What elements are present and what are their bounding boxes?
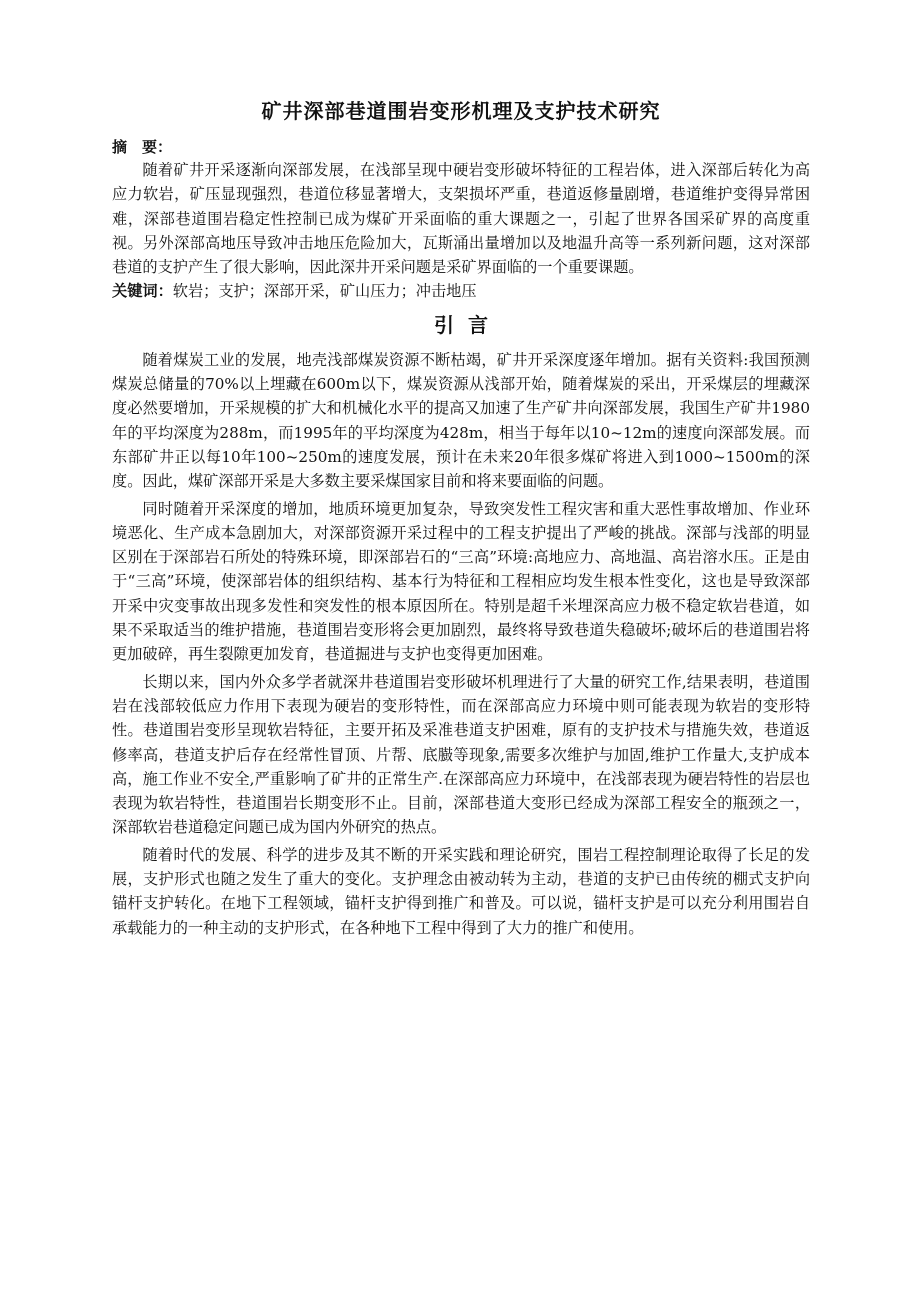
intro-paragraph: 随着时代的发展、科学的进步及其不断的开采实践和理论研究，围岩工程控制理论取得了长足的发展，支护形式也随之发生了重大的变化。支护理念由被动转为主动，巷道的支护已由传统的棚式支护向锚杆支护转化。在地下工程领域，锚杆支护得到推广和普及。可以说，锚杆支护是可以充分利用围岩自承载能力的一种主动的支护形式，在各种地下工程中得到了大力的推广和使用。: [112, 845, 810, 937]
keywords-label: 关键词：: [112, 282, 173, 301]
abstract-label: 摘 要：: [112, 138, 173, 156]
abstract-paragraph: 随着矿井开采逐渐向深部发展，在浅部呈现中硬岩变形破坏特征的工程岩体，进入深部后转化为高应力软岩，矿压显现强烈，巷道位移显著增大，支架损坏严重，巷道返修量剧增，巷道维护变得异常困难，深部巷道围岩稳定性控制已成为煤矿开采面临的重大课题之一，引起了世界各国采矿界的高度重视。另外深部高地压导致冲击地压危险加大，瓦斯涌出量增加以及地温升高等一系列新问题，这对深部巷道的支护产生了很大影响，因此深井开采问题是采矿界面临的一个重要课题。: [112, 161, 810, 277]
intro-paragraph: 随着煤炭工业的发展，地壳浅部煤炭资源不断枯竭，矿井开采深度逐年增加。据有关资料:我国预测煤炭总储量的70%以上埋藏在600m以下，煤炭资源从浅部开始，随着煤炭的采出，开采煤层的埋藏深度必然要增加，开采规模的扩大和机械化水平的提高又加速了生产矿井向深部发展，我国生产矿井1980年的平均深度为288m，而1995年的平均深度为428m，相当于每年以10~12m的速度向深部发展。而东部矿井正以每10年100~250m的速度发展，预计在未来20年很多煤矿将进入到1000~1500m的深度。因此，煤矿深部开采是大多数主要采煤国家目前和将来要面临的问题。: [112, 350, 810, 491]
intro-paragraph: 同时随着开采深度的增加，地质环境更加复杂，导致突发性工程灾害和重大恶性事故增加、作业环境恶化、生产成本急剧加大，对深部资源开采过程中的工程支护提出了严峻的挑战。深部与浅部的明显区别在于深部岩石所处的特殊环境，即深部岩石的“三高”环境:高地应力、高地温、高岩溶水压。正是由于“三高”环境，使深部岩体的组织结构、基本行为特征和工程相应均发生根本性变化，这也是导致深部开采中灾变事故出现多发性和突发性的根本原因所在。特别是超千米埋深高应力极不稳定软岩巷道，如果不采取适当的维护措施，巷道围岩变形将会更加剧烈，最终将导致巷道失稳破坏;破坏后的巷道围岩将更加破碎，再生裂隙更加发育，巷道掘进与支护也变得更加困难。: [112, 499, 810, 664]
keywords-line: [112, 279, 810, 303]
keywords-value: 软岩；支护；深部开采，矿山压力；冲击地压: [172, 282, 477, 301]
intro-paragraph: 长期以来，国内外众多学者就深井巷道围岩变形破坏机理进行了大量的研究工作,结果表明，巷道围岩在浅部较低应力作用下表现为硬岩的变形特性，而在深部高应力环境中则可能表现为软岩的变形特性。巷道围岩变形呈现软岩特征，主要开拓及采准巷道支护困难，原有的支护技术与措施失效，巷道返修率高，巷道支护后存在经常性冒顶、片帮、底臌等现象,需要多次维护与加固,维护工作量大,支护成本高，施工作业不安全,严重影响了矿井的正常生产.在深部高应力环境中，在浅部表现为硬岩特性的岩层也表现为软岩特性，巷道围岩长期变形不止。目前，深部巷道大变形已经成为深部工程安全的瓶颈之一，深部软岩巷道稳定问题已成为国内外研究的热点。: [112, 672, 810, 837]
intro-paragraph-block: [112, 843, 810, 940]
intro-paragraph-block: [112, 348, 810, 494]
intro-paragraph-block: [112, 497, 810, 667]
section-title-introduction: 引言: [434, 312, 502, 337]
document-title: 矿井深部巷道围岩变形机理及支护技术研究: [261, 99, 661, 123]
intro-paragraph-block: [112, 670, 810, 840]
document-page: [112, 96, 810, 943]
